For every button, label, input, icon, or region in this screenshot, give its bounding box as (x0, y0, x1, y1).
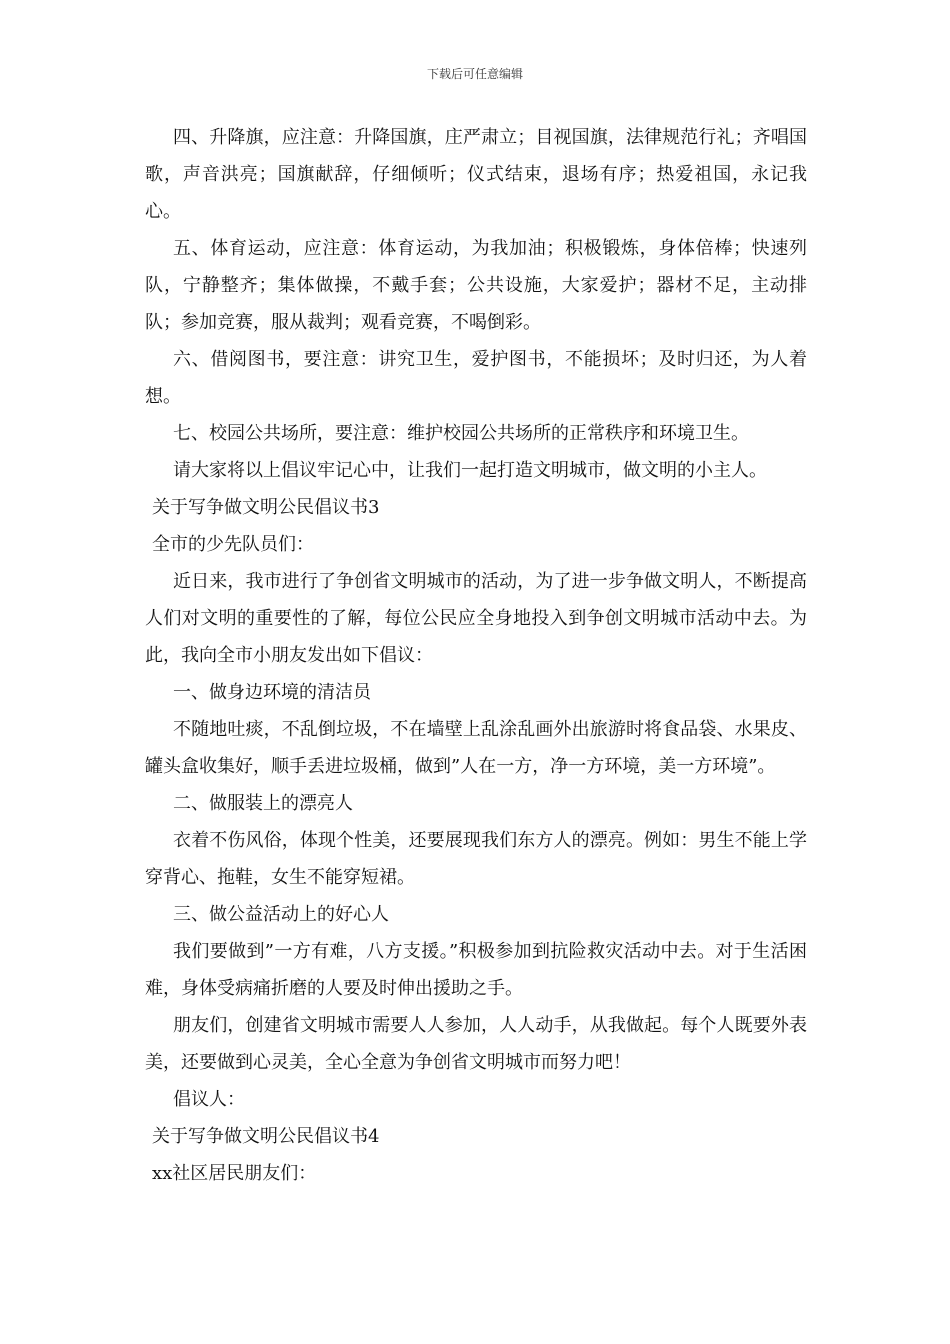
paragraph-intro: 近日来，我市进行了争创省文明城市的活动，为了进一步争做文明人，不断提高人们对文明的重要性的了解，每位公民应全身地投入到争创文明城市活动中去。为此，我向全市小朋友发出如下倡议： (145, 571, 807, 666)
paragraph-library: 六、借阅图书，要注意：讲究卫生，爱护图书，不能损坏；及时归还，为人着想。 (145, 349, 807, 407)
paragraph-clothing: 衣着不伤风俗，体现个性美，还要展现我们东方人的漂亮。例如：男生不能上学穿背心、拖鞋，女生不能穿短裙。 (145, 830, 807, 888)
salutation-4: xx社区居民朋友们： (152, 1163, 317, 1184)
subheading-charity: 三、做公益活动上的好心人 (173, 904, 389, 925)
paragraph-environment: 不随地吐痰，不乱倒垃圾，不在墙壁上乱涂乱画外出旅游时将食品袋、水果皮、罐头盒收集好，顺手丢进垃圾桶，做到”人在一方，净一方环境，美一方环境”。 (145, 719, 807, 777)
paragraph-sports: 五、体育运动，应注意：体育运动，为我加油；积极锻炼，身体倍棒；快速列队，宁静整齐；集体做操，不戴手套；公共设施，大家爱护；器材不足，主动排队；参加竞赛，服从裁判；观看竞赛，不喝倒彩。 (145, 238, 807, 333)
section-title-3: 关于写争做文明公民倡议书3 (152, 497, 380, 518)
signature-line: 倡议人： (173, 1089, 245, 1110)
salutation-3: 全市的少先队员们： (152, 534, 314, 555)
section-title-4: 关于写争做文明公民倡议书4 (152, 1126, 380, 1147)
document-body (145, 119, 807, 1192)
paragraph-closing: 请大家将以上倡议牢记心中，让我们一起打造文明城市，做文明的小主人。 (173, 460, 767, 481)
subheading-clothing: 二、做服装上的漂亮人 (173, 793, 353, 814)
paragraph-charity: 我们要做到”一方有难，八方支援。”积极参加到抗险救灾活动中去。对于生活困难，身体受病痛折磨的人要及时伸出援助之手。 (145, 941, 807, 999)
paragraph-flag-ceremony: 四、升降旗，应注意：升降国旗，庄严肃立；目视国旗，法律规范行礼；齐唱国歌，声音洪亮；国旗献辞，仔细倾听；仪式结束，退场有序；热爱祖国，永记我心。 (145, 127, 807, 222)
paragraph-call-to-action: 朋友们，创建省文明城市需要人人参加，人人动手，从我做起。每个人既要外表美，还要做到心灵美，全心全意为争创省文明城市而努力吧！ (145, 1015, 807, 1073)
page-header: 下载后可任意编辑 (426, 67, 523, 81)
subheading-cleaner: 一、做身边环境的清洁员 (173, 682, 371, 703)
paragraph-public-places: 七、校园公共场所，要注意：维护校园公共场所的正常秩序和环境卫生。 (173, 423, 749, 444)
